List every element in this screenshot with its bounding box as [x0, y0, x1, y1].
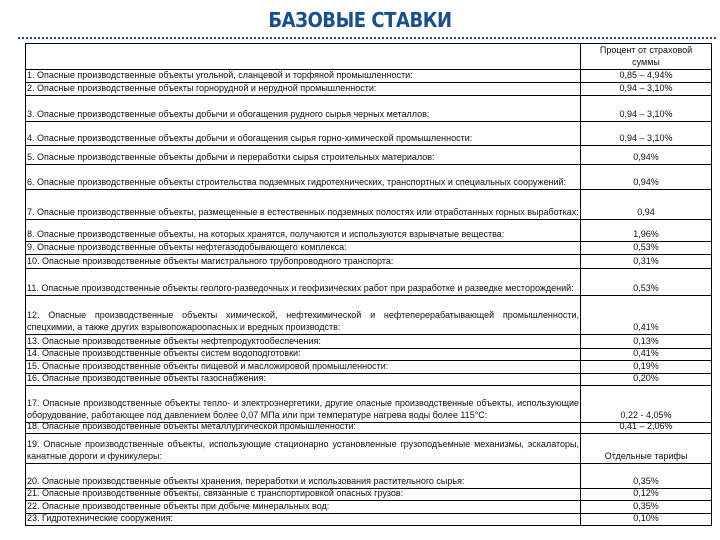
table-row [26, 385, 711, 422]
row-description: 22. Опасные производственные объекты при добыче минеральных вод: [27, 500, 330, 511]
table-row [26, 348, 711, 360]
row-description-cell [26, 269, 581, 295]
row-description: 18. Опасные производственные объекты металлургической промышленности: [27, 420, 356, 431]
row-description: 12. Опасные производственные объекты химической, нефтехимической и нефтеперерабатывающей промышленности, спецхимии, а также других взрывопожароопасных и вредных производств: [27, 310, 579, 332]
row-description-cell [26, 255, 581, 268]
row-rate: 0,94 – 3,10% [619, 132, 673, 143]
row-description: 3. Опасные производственные объекты добычи и обогащения рудного сырья черных металлов: [27, 108, 430, 119]
row-description: 7. Опасные производственные объекты, размещенные в естественных подземных полостях или отработанных горных выработках: [27, 206, 579, 217]
row-description-cell [26, 434, 581, 463]
table-row [26, 164, 711, 189]
table-header [26, 44, 711, 69]
row-rate: 0,10% [633, 512, 659, 523]
row-description-cell [26, 83, 581, 95]
row-description-cell [26, 335, 581, 348]
table-row [26, 500, 711, 513]
row-rate: 0,41 – 2,06% [619, 420, 673, 431]
row-description: 13. Опасные производственные объекты нефтепродуктообеспечения: [27, 335, 321, 346]
row-rate: 0,22 - 4,05% [620, 409, 672, 420]
table-row [26, 268, 711, 295]
row-description-cell [26, 220, 581, 241]
row-rate: 0,41% [633, 321, 659, 332]
row-description-cell [26, 96, 581, 121]
row-description: 1. Опасные производственные объекты угольной, сланцевой и торфяной промышленности: [27, 69, 413, 80]
table-row [26, 121, 711, 145]
row-description-cell [26, 349, 581, 360]
row-description: 20. Опасные производственные объекты хранения, переработки и использования растительного сырья: [27, 475, 465, 486]
table-row [26, 295, 711, 334]
row-description: 14. Опасные производственные объекты систем водоподготовки: [27, 347, 301, 358]
table-row [26, 513, 711, 525]
row-rate: 0,94 – 3,10% [619, 82, 673, 93]
row-rate: 0,94 [637, 206, 655, 217]
row-description: 4. Опасные производственные объекты добычи и обогащения сырья горно-химической промышленности: [27, 132, 473, 143]
row-rate: 0,53% [633, 282, 659, 293]
row-rate: 0,35% [633, 475, 659, 486]
row-description-cell [26, 165, 581, 189]
row-description-cell [26, 146, 581, 164]
row-description-cell [26, 70, 581, 82]
rates-table [25, 43, 712, 526]
row-rate: Отдельные тарифы [604, 450, 688, 461]
row-rate: 1,96% [633, 228, 659, 239]
table-row [26, 189, 711, 219]
row-rate: 0,20% [633, 372, 659, 383]
table-row [26, 254, 711, 268]
row-rate: 0,94% [633, 176, 659, 187]
table-row [26, 422, 711, 433]
table-row [26, 219, 711, 241]
header-rate: Процент от страховой суммы [599, 45, 693, 67]
table-row [26, 145, 711, 164]
row-description-cell [26, 190, 581, 219]
row-rate: 0,19% [633, 360, 659, 371]
header-description [26, 44, 581, 69]
table-row [26, 488, 711, 500]
row-description-cell [26, 361, 581, 373]
row-description-cell [26, 464, 581, 488]
row-description-cell [26, 489, 581, 500]
table-row [26, 373, 711, 385]
row-description: 10. Опасные производственные объекты магистрального трубопроводного транспорта: [27, 255, 394, 266]
table-row [26, 82, 711, 95]
row-rate: 0,85 – 4,94% [619, 69, 673, 80]
row-description: 23. Гидротехнические сооружения: [27, 512, 173, 523]
row-rate: 0,31% [633, 255, 659, 266]
row-description-cell [26, 122, 581, 145]
page-title: БАЗОВЫЕ СТАВКИ [268, 8, 452, 32]
row-description: 6. Опасные производственные объекты строительства подземных гидротехнических, транспортных и специальных сооружений: [27, 176, 567, 187]
row-rate: 0,35% [633, 500, 659, 511]
table-row [26, 433, 711, 463]
row-description: 11. Опасные производственные объекты геолого-разведочных и геофизических работ при разработке и разведке месторождений: [27, 282, 574, 293]
row-description-cell [26, 514, 581, 525]
table-row [26, 360, 711, 373]
row-rate: 0,41% [633, 347, 659, 358]
table-row [26, 463, 711, 488]
row-description-cell [26, 386, 581, 422]
table-row [26, 241, 711, 254]
row-description-cell [26, 242, 581, 254]
row-description: 15. Опасные производственные объекты пищевой и масложировой промышленности: [27, 360, 389, 371]
row-description: 16. Опасные производственные объекты газоснабжения: [27, 372, 266, 383]
row-description: 8. Опасные производственные объекты, на которых хранятся, получаются и используются взрывчатые вещества: [27, 228, 505, 239]
row-rate: 0,12% [633, 487, 659, 498]
row-description: 17. Опасные производственные объекты тепло- и электроэнергетики, другие опасные производственные объекты, использующие оборудование, работающее под давлением более 0,07 МПа или при температуре нагрева воды более 115°С: [27, 398, 579, 420]
table-row [26, 334, 711, 348]
table-row [26, 69, 711, 82]
row-description-cell [26, 296, 581, 334]
row-rate: 0,53% [633, 241, 659, 252]
row-description: 2. Опасные производственные объекты горнорудной и нерудной промышленности: [27, 82, 377, 93]
row-description: 19. Опасные производственные объекты, использующие стационарно установленные грузоподъемные механизмы, эскалаторы, канатные дороги и фуникулеры: [27, 439, 579, 461]
row-rate: 0,94% [633, 151, 659, 162]
row-description-cell [26, 374, 581, 385]
row-description: 9. Опасные производственные объекты нефтегазодобывающего комплекса: [27, 241, 347, 252]
row-description-cell [26, 501, 581, 513]
title-divider [18, 37, 716, 39]
table-row [26, 95, 711, 121]
row-description: 21. Опасные производственные объекты, связанные с транспортировкой опасных грузов: [27, 487, 404, 498]
row-rate: 0,13% [633, 335, 659, 346]
row-description: 5. Опасные производственные объекты добычи и переработки сырья строительных материалов: [27, 151, 435, 162]
row-description-cell [26, 420, 581, 433]
row-rate: 0,94 – 3,10% [619, 108, 673, 119]
